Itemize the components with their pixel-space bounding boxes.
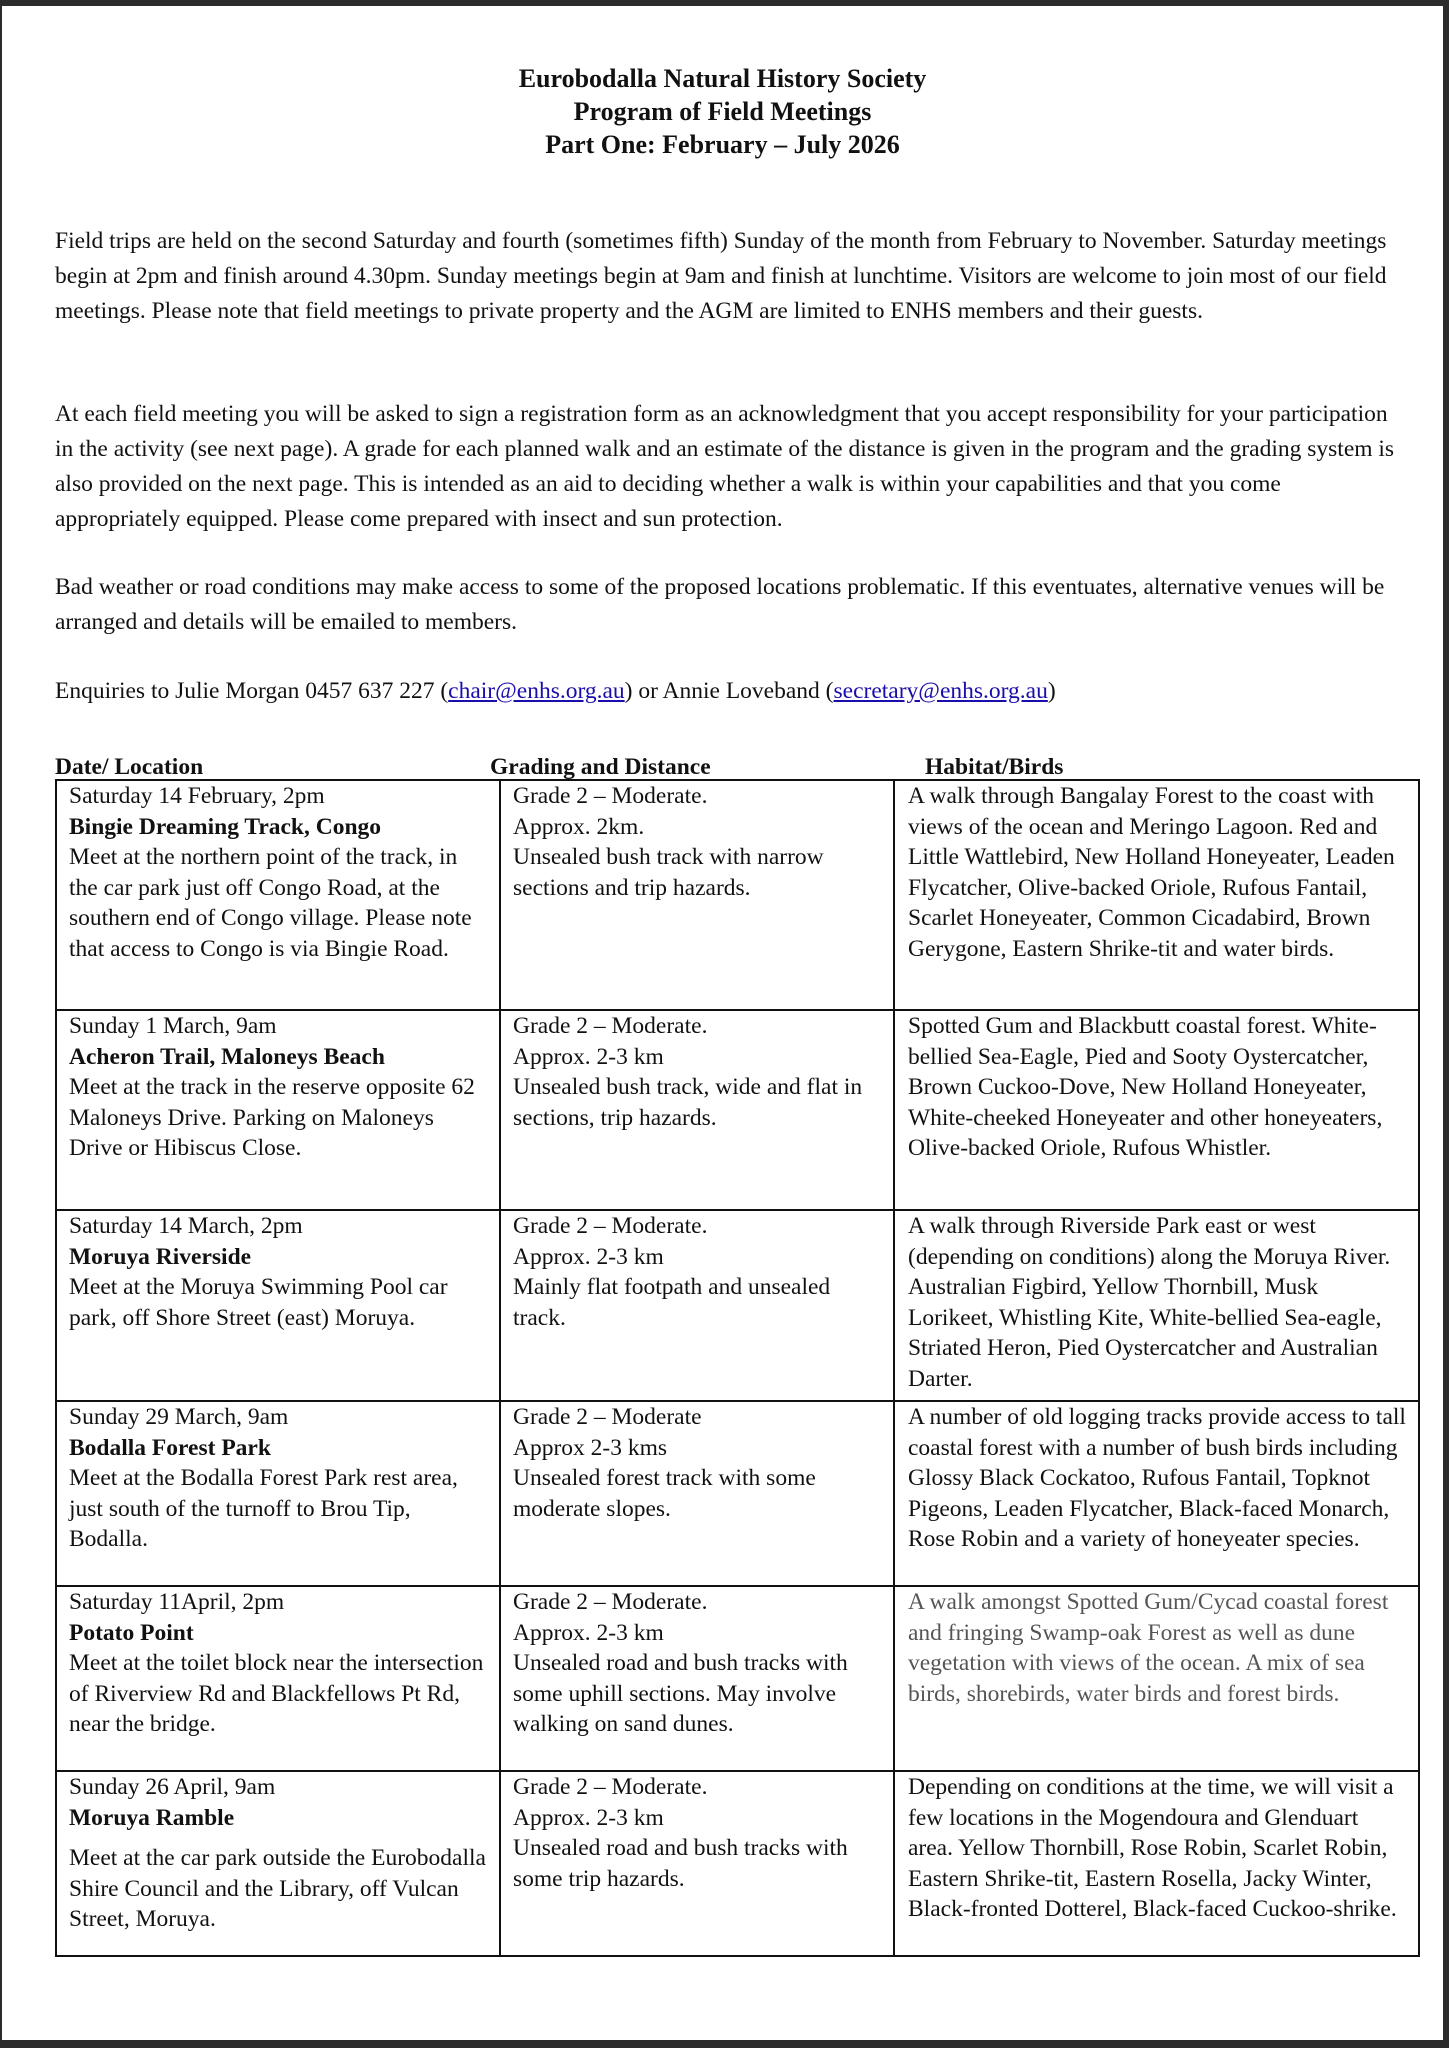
habitat-description: Depending on conditions at the time, we will visit a few locations in the Mogendoura and Glenduart area. Yellow Thornbill, Rose Robin, Scarlet Robin, Eastern Shrike-tit, Eastern Rosella, Jacky Winter, Black-fronted Dotterel, Black-faced Cuckoo-shrike. xyxy=(908,1774,1397,1922)
header-habitat-birds: Habitat/Birds xyxy=(925,754,1064,780)
cell-date-location xyxy=(56,1771,500,1956)
meeting-date: Saturday 11April, 2pm xyxy=(69,1589,285,1615)
meeting-point: Meet at the Bodalla Forest Park rest area, just south of the turnoff to Brou Tip, Bodalla. xyxy=(69,1465,458,1552)
meeting-location: Bodalla Forest Park xyxy=(69,1434,271,1461)
intro-paragraph-schedule: Field trips are held on the second Saturday and fourth (sometimes fifth) Sunday of the month from February to November. Saturday meetings begin at 2pm and finish around 4.30pm. Sunday meetings begin at 9am and finish at lunchtime. Visitors are welcome to join most of our field meetings. Please note that field meetings to private property and the AGM are limited to ENHS members and their guests. xyxy=(55,228,1387,324)
document-page xyxy=(2,6,1443,2040)
meeting-point: Meet at the track in the reserve opposite 62 Maloneys Drive. Parking on Maloneys Drive or Hibiscus Close. xyxy=(69,1074,475,1161)
meeting-location: Potato Point xyxy=(69,1619,194,1646)
table-row xyxy=(56,1586,1419,1771)
walk-terrain: Unsealed road and bush tracks with some trip hazards. xyxy=(513,1835,848,1892)
table-row xyxy=(56,1771,1419,1956)
document-title xyxy=(2,62,1443,161)
society-name: Eurobodalla Natural History Society xyxy=(518,64,927,93)
cell-date-location xyxy=(56,1010,500,1210)
walk-terrain: Unsealed bush track with narrow sections and trip hazards. xyxy=(513,844,824,901)
cell-grading-distance xyxy=(500,1010,894,1210)
header-date-location: Date/ Location xyxy=(55,754,204,780)
walk-grade: Grade 2 – Moderate. xyxy=(513,1774,708,1800)
walk-grade: Grade 2 – Moderate xyxy=(513,1404,702,1430)
meeting-location: Moruya Riverside xyxy=(69,1243,252,1270)
cell-date-location xyxy=(56,780,500,1010)
secretary-email-link[interactable]: secretary@enhs.org.au xyxy=(833,678,1048,704)
walk-distance: Approx. 2-3 km xyxy=(513,1804,664,1831)
walk-distance: Approx 2-3 kms xyxy=(513,1434,668,1461)
cell-date-location xyxy=(56,1401,500,1586)
meeting-date: Sunday 1 March, 9am xyxy=(69,1013,277,1039)
walk-terrain: Unsealed road and bush tracks with some uphill sections. May involve walking on sand dunes. xyxy=(513,1650,848,1737)
table-row xyxy=(56,1210,1419,1401)
cell-habitat-birds xyxy=(894,1401,1419,1586)
meeting-point: Meet at the car park outside the Eurobodalla Shire Council and the Library, off Vulcan Street, Moruya. xyxy=(69,1845,486,1932)
walk-terrain: Unsealed forest track with some moderate slopes. xyxy=(513,1465,816,1522)
meeting-point: Meet at the toilet block near the intersection of Riverview Rd and Blackfellows Pt Rd, near the bridge. xyxy=(69,1650,484,1737)
walk-grade: Grade 2 – Moderate. xyxy=(513,783,708,809)
enquiries-line xyxy=(55,674,1395,709)
walk-distance: Approx. 2km. xyxy=(513,813,645,840)
meeting-location: Acheron Trail, Maloneys Beach xyxy=(69,1043,385,1070)
meeting-date: Saturday 14 February, 2pm xyxy=(69,783,325,809)
walk-terrain: Unsealed bush track, wide and flat in sections, trip hazards. xyxy=(513,1074,863,1131)
meeting-date: Saturday 14 March, 2pm xyxy=(69,1213,303,1239)
habitat-description: A walk amongst Spotted Gum/Cycad coastal forest and fringing Swamp-oak Forest as well as dune vegetation with views of the ocean. A mix of sea birds, shorebirds, water birds and forest birds. xyxy=(908,1589,1389,1707)
meeting-point: Meet at the northern point of the track, in the car park just off Congo Road, at the southern end of Congo village. Please note that access to Congo is via Bingie Road. xyxy=(69,844,472,962)
intro-paragraph-weather: Bad weather or road conditions may make access to some of the proposed locations problematic. If this eventuates, alternative venues will be arranged and details will be emailed to members. xyxy=(55,574,1385,635)
walk-grade: Grade 2 – Moderate. xyxy=(513,1213,708,1239)
table-row xyxy=(56,1401,1419,1586)
header-grading-distance: Grading and Distance xyxy=(490,754,711,780)
cell-grading-distance xyxy=(500,780,894,1010)
meeting-point: Meet at the Moruya Swimming Pool car park, off Shore Street (east) Moruya. xyxy=(69,1274,448,1331)
enquiries-prefix: Enquiries to Julie Morgan 0457 637 227 ( xyxy=(55,678,449,704)
cell-grading-distance xyxy=(500,1401,894,1586)
habitat-description: A number of old logging tracks provide access to tall coastal forest with a number of bush birds including Glossy Black Cockatoo, Rufous Fantail, Topknot Pigeons, Leaden Flycatcher, Black-faced Monarch, Rose Robin and a variety of honeyeater species. xyxy=(908,1404,1406,1552)
chair-email-link[interactable]: chair@enhs.org.au xyxy=(448,678,625,704)
cell-habitat-birds xyxy=(894,1210,1419,1401)
cell-habitat-birds xyxy=(894,780,1419,1010)
meeting-date: Sunday 29 March, 9am xyxy=(69,1404,289,1430)
intro-paragraph-registration: At each field meeting you will be asked to sign a registration form as an acknowledgment that you accept responsibility for your participation in the activity (see next page). A grade for each planned walk and an estimate of the distance is given in the program and the grading system is also provided on the next page. This is intended as an aid to deciding whether a walk is within your capabilities and that you come appropriately equipped. Please come prepared with insect and sun protection. xyxy=(55,401,1395,532)
cell-grading-distance xyxy=(500,1771,894,1956)
cell-grading-distance xyxy=(500,1586,894,1771)
habitat-description: Spotted Gum and Blackbutt coastal forest. White-bellied Sea-Eagle, Pied and Sooty Oystercatcher, Brown Cuckoo-Dove, New Holland Honeyeater, White-cheeked Honeyeater and other honeyeaters, Olive-backed Oriole, Rufous Whistler. xyxy=(908,1013,1383,1161)
meeting-date: Sunday 26 April, 9am xyxy=(69,1774,276,1800)
table-row xyxy=(56,1010,1419,1210)
cell-habitat-birds xyxy=(894,1586,1419,1771)
walk-grade: Grade 2 – Moderate. xyxy=(513,1589,708,1615)
program-title: Program of Field Meetings xyxy=(573,97,872,126)
enquiries-suffix: ) xyxy=(1047,678,1056,704)
meeting-location: Bingie Dreaming Track, Congo xyxy=(69,813,382,840)
enquiries-mid: ) or Annie Loveband ( xyxy=(624,678,834,704)
walk-distance: Approx. 2-3 km xyxy=(513,1243,664,1270)
cell-habitat-birds xyxy=(894,1010,1419,1210)
cell-grading-distance xyxy=(500,1210,894,1401)
walk-grade: Grade 2 – Moderate. xyxy=(513,1013,708,1039)
field-meetings-table xyxy=(55,779,1420,1957)
habitat-description: A walk through Bangalay Forest to the coast with views of the ocean and Meringo Lagoon. Red and Little Wattlebird, New Holland Honeyeater, Leaden Flycatcher, Olive-backed Oriole, Rufous Fantail, Scarlet Honeyeater, Common Cicadabird, Brown Gerygone, Eastern Shrike-tit and water birds. xyxy=(908,783,1395,962)
table-row xyxy=(56,780,1419,1010)
walk-distance: Approx. 2-3 km xyxy=(513,1043,664,1070)
cell-date-location xyxy=(56,1210,500,1401)
habitat-description: A walk through Riverside Park east or west (depending on conditions) along the Moruya River. Australian Figbird, Yellow Thornbill, Musk Lorikeet, Whistling Kite, White-bellied Sea-eagle, Striated Heron, Pied Oystercatcher and Australian Darter. xyxy=(908,1213,1391,1392)
walk-terrain: Mainly flat footpath and unsealed track. xyxy=(513,1274,831,1331)
cell-date-location xyxy=(56,1586,500,1771)
spacer xyxy=(69,1833,489,1843)
cell-habitat-birds xyxy=(894,1771,1419,1956)
walk-distance: Approx. 2-3 km xyxy=(513,1619,664,1646)
meeting-location: Moruya Ramble xyxy=(69,1804,235,1831)
program-period: Part One: February – July 2026 xyxy=(545,130,900,159)
